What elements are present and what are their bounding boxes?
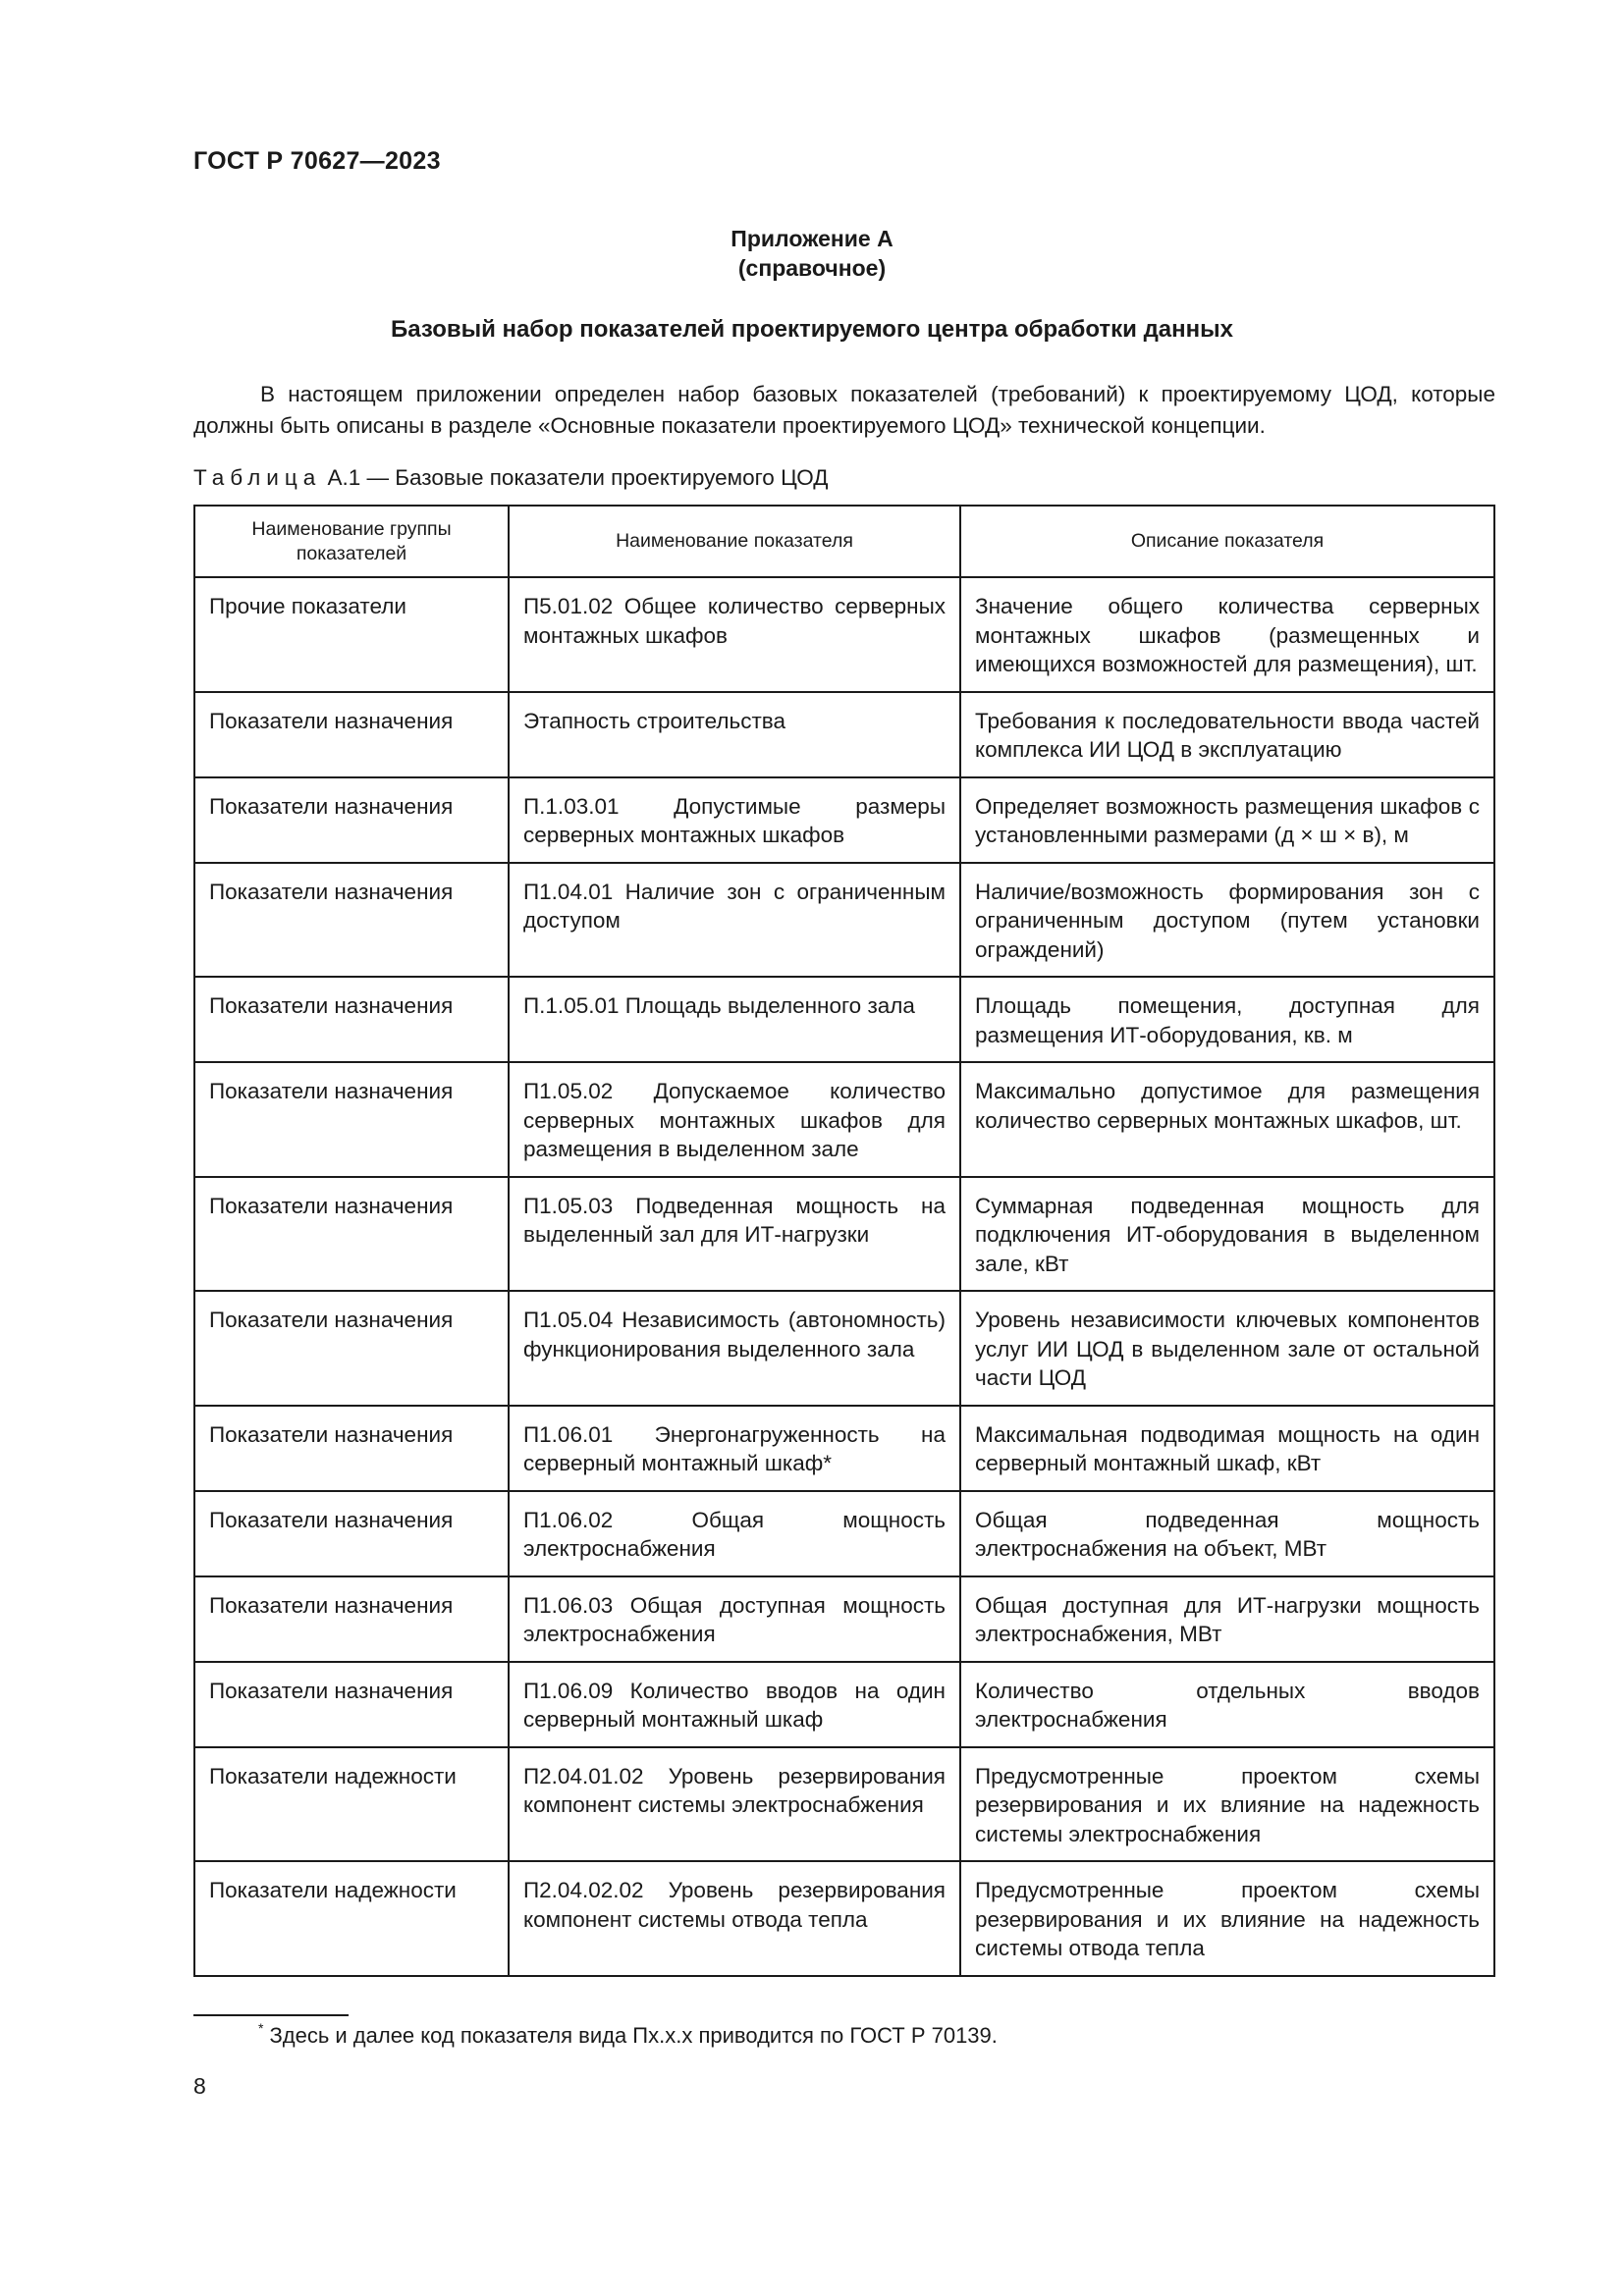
cell-group: Показатели назначения bbox=[194, 1406, 509, 1491]
appendix-heading bbox=[0, 224, 1624, 283]
cell-group: Показатели назначения bbox=[194, 777, 509, 863]
page-number: 8 bbox=[193, 2073, 206, 2099]
table-row bbox=[194, 1662, 1494, 1747]
table-row bbox=[194, 863, 1494, 978]
cell-indicator-name: П.1.05.01 Площадь выделенного зала bbox=[509, 977, 960, 1062]
cell-indicator-name: П1.05.02 Допускаемое количество серверных монтажных шкафов для размещения в выделенном зале bbox=[509, 1062, 960, 1177]
cell-group: Показатели назначения bbox=[194, 977, 509, 1062]
cell-group: Показатели назначения bbox=[194, 1177, 509, 1292]
table-row bbox=[194, 1291, 1494, 1406]
document-title: Базовый набор показателей проектируемого центра обработки данных bbox=[391, 316, 1233, 343]
appendix-subtitle: (справочное) bbox=[737, 255, 887, 281]
cell-description: Значение общего количества серверных монтажных шкафов (размещенных и имеющихся возможностей для размещения), шт. bbox=[960, 577, 1494, 692]
cell-description: Предусмотренные проектом схемы резервирования и их влияние на надежность системы электроснабжения bbox=[960, 1747, 1494, 1862]
indicators-table bbox=[193, 505, 1495, 1977]
cell-indicator-name: П1.06.03 Общая доступная мощность электроснабжения bbox=[509, 1576, 960, 1662]
appendix-title: Приложение А bbox=[731, 226, 893, 251]
cell-description: Общая доступная для ИТ-нагрузки мощность электроснабжения, МВт bbox=[960, 1576, 1494, 1662]
cell-group: Показатели надежности bbox=[194, 1747, 509, 1862]
cell-group: Показатели назначения bbox=[194, 863, 509, 978]
cell-description: Площадь помещения, доступная для размещения ИТ-оборудования, кв. м bbox=[960, 977, 1494, 1062]
table-row bbox=[194, 1177, 1494, 1292]
cell-indicator-name: П1.04.01 Наличие зон с ограниченным доступом bbox=[509, 863, 960, 978]
cell-group: Показатели назначения bbox=[194, 1062, 509, 1177]
cell-indicator-name: П1.06.09 Количество вводов на один серверный монтажный шкаф bbox=[509, 1662, 960, 1747]
footnote-mark: * bbox=[258, 2020, 264, 2036]
table-caption-label: Таблица bbox=[193, 465, 322, 490]
cell-description: Общая подведенная мощность электроснабжения на объект, МВт bbox=[960, 1491, 1494, 1576]
cell-description: Предусмотренные проектом схемы резервирования и их влияние на надежность системы отвода тепла bbox=[960, 1861, 1494, 1976]
cell-description: Наличие/возможность формирования зон с ограниченным доступом (путем установки ограждений) bbox=[960, 863, 1494, 978]
table-row bbox=[194, 1861, 1494, 1976]
cell-indicator-name: Этапность строительства bbox=[509, 692, 960, 777]
cell-group: Показатели назначения bbox=[194, 1662, 509, 1747]
cell-description: Количество отдельных вводов электроснабжения bbox=[960, 1662, 1494, 1747]
cell-group: Показатели назначения bbox=[194, 1491, 509, 1576]
cell-group: Прочие показатели bbox=[194, 577, 509, 692]
cell-indicator-name: П1.05.03 Подведенная мощность на выделенный зал для ИТ-нагрузки bbox=[509, 1177, 960, 1292]
cell-description: Требования к последовательности ввода частей комплекса ИИ ЦОД в эксплуатацию bbox=[960, 692, 1494, 777]
cell-indicator-name: П2.04.01.02 Уровень резервирования компонент системы электроснабжения bbox=[509, 1747, 960, 1862]
table-row bbox=[194, 777, 1494, 863]
cell-group: Показатели надежности bbox=[194, 1861, 509, 1976]
table-caption bbox=[193, 465, 828, 491]
footnote bbox=[258, 2020, 998, 2049]
cell-indicator-name: П1.06.01 Энергонагруженность на серверный монтажный шкаф* bbox=[509, 1406, 960, 1491]
table-row bbox=[194, 577, 1494, 692]
document-code: ГОСТ Р 70627—2023 bbox=[193, 147, 441, 175]
cell-indicator-name: П5.01.02 Общее количество серверных монтажных шкафов bbox=[509, 577, 960, 692]
cell-group: Показатели назначения bbox=[194, 692, 509, 777]
cell-description: Максимальная подводимая мощность на один серверный монтажный шкаф, кВт bbox=[960, 1406, 1494, 1491]
footnote-text: Здесь и далее код показателя вида Пх.х.х приводится по ГОСТ Р 70139. bbox=[269, 2023, 998, 2048]
cell-description: Суммарная подведенная мощность для подключения ИТ-оборудования в выделенном зале, кВт bbox=[960, 1177, 1494, 1292]
table-row bbox=[194, 1062, 1494, 1177]
cell-description: Максимально допустимое для размещения количество серверных монтажных шкафов, шт. bbox=[960, 1062, 1494, 1177]
table-row bbox=[194, 1576, 1494, 1662]
table-caption-text: А.1 — Базовые показатели проектируемого ЦОД bbox=[321, 465, 829, 490]
cell-indicator-name: П2.04.02.02 Уровень резервирования компонент системы отвода тепла bbox=[509, 1861, 960, 1976]
cell-indicator-name: П1.05.04 Независимость (автономность) функционирования выделенного зала bbox=[509, 1291, 960, 1406]
table-header-row bbox=[194, 506, 1494, 577]
header-group-name: Наименование группы показателей bbox=[194, 506, 509, 577]
footnote-divider bbox=[193, 2014, 349, 2016]
intro-paragraph: В настоящем приложении определен набор базовых показателей (требований) к проектируемому ЦОД, которые должны быть описаны в разделе «Основные показатели проектируемого ЦОД» технической концепции. bbox=[193, 382, 1495, 438]
cell-description: Определяет возможность размещения шкафов с установленными размерами (д × ш × в), м bbox=[960, 777, 1494, 863]
cell-group: Показатели назначения bbox=[194, 1291, 509, 1406]
header-indicator-description: Описание показателя bbox=[960, 506, 1494, 577]
table-row bbox=[194, 977, 1494, 1062]
header-indicator-name: Наименование показателя bbox=[509, 506, 960, 577]
cell-group: Показатели назначения bbox=[194, 1576, 509, 1662]
table-row bbox=[194, 692, 1494, 777]
cell-indicator-name: П.1.03.01 Допустимые размеры серверных монтажных шкафов bbox=[509, 777, 960, 863]
table-row bbox=[194, 1747, 1494, 1862]
table-row bbox=[194, 1406, 1494, 1491]
cell-description: Уровень независимости ключевых компонентов услуг ИИ ЦОД в выделенном зале от остальной части ЦОД bbox=[960, 1291, 1494, 1406]
table-row bbox=[194, 1491, 1494, 1576]
cell-indicator-name: П1.06.02 Общая мощность электроснабжения bbox=[509, 1491, 960, 1576]
